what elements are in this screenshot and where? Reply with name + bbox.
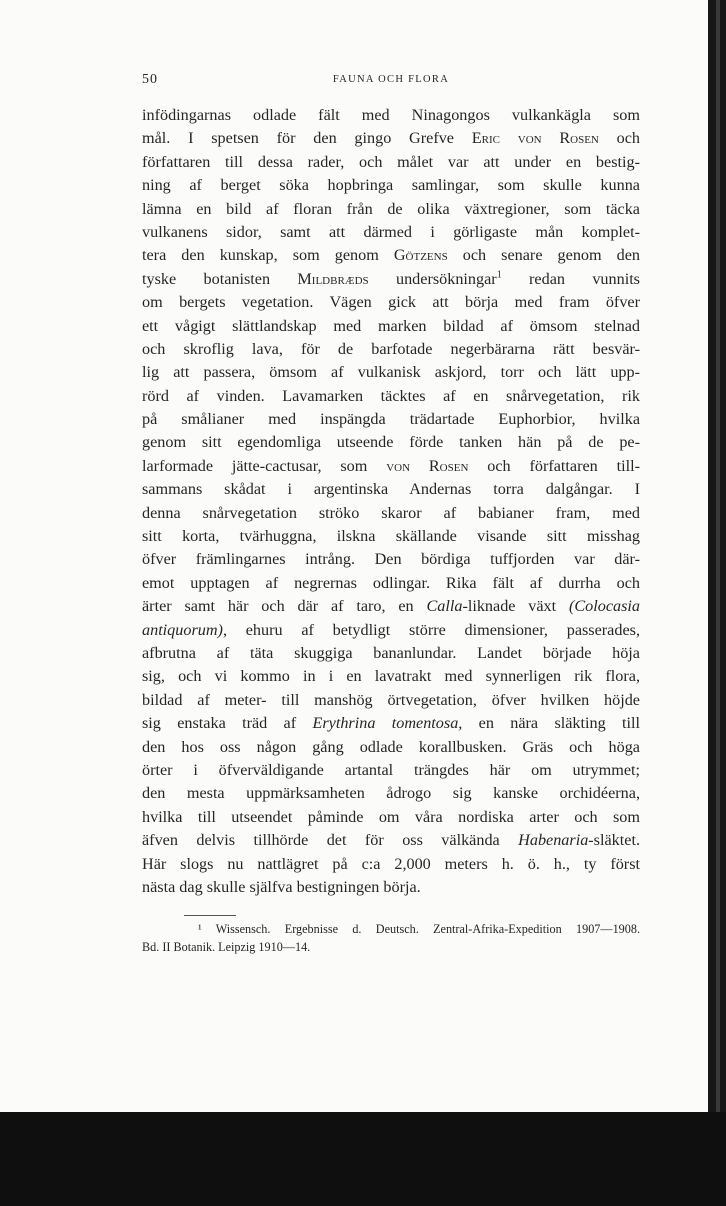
text-line: och skroflig lava, för de barfotade negerbärarna rätt besvär- bbox=[142, 339, 640, 358]
text-line: sitt korta, tvärhuggna, ilskna skällande visande sitt misshag bbox=[142, 527, 640, 546]
text-line: rörd af vinden. Lavamarken täcktes af en snårvegetation, rik bbox=[142, 386, 640, 405]
text-line: hvilka till utseendet påminde om våra nordiska arter och som bbox=[142, 807, 640, 826]
italic-term: Habenaria bbox=[518, 831, 589, 850]
footnote-marker: 1 bbox=[496, 269, 502, 281]
page-number: 50 bbox=[142, 72, 158, 87]
text-line: äfven delvis tillhörde det för oss välkända Habenaria-släktet. bbox=[142, 831, 640, 850]
text-line: öfver främlingarnes intrång. Den bördiga tuffjorden var där- bbox=[142, 550, 640, 569]
text-line: antiquorum), ehuru af betydligt större dimensioner, passerades, bbox=[142, 620, 640, 639]
text-line: tera den kunskap, som genom Götzens och senare genom den bbox=[142, 246, 641, 265]
text-line: genom sitt egendomliga utseende förde tanken hän på de pe- bbox=[142, 433, 640, 452]
text-line: författaren till dessa rader, och målet var att under en bestig- bbox=[142, 152, 640, 171]
text-line: nästa dag skulle själfva bestigningen börja. bbox=[142, 877, 421, 896]
text-line: sig, och vi kommo in i en lavatrakt med synnerligen rik flora, bbox=[142, 667, 640, 686]
text-line: på smålianer med inspängda trädartade Euphorbior, hvilka bbox=[142, 410, 640, 429]
text-line: sammans skådat i argentinska Andernas torra dalgångar. I bbox=[142, 480, 640, 499]
text-line: infödingarnas odlade fält med Ninagongos vulkankägla som bbox=[142, 106, 640, 124]
text-line: den hos oss någon gång odlade korallbusken. Gräs och höga bbox=[142, 737, 640, 756]
text-line: örter i öfverväldigande artantal trängdes här om utrymmet; bbox=[142, 760, 640, 779]
footnote-line: Bd. II Botanik. Leipzig 1910—14. bbox=[142, 940, 311, 954]
text-line: bildad af meter- till manshög örtvegetation, öfver hvilken höjde bbox=[142, 690, 640, 709]
small-caps-name: Götzens bbox=[393, 246, 448, 265]
body-paragraph bbox=[142, 104, 640, 899]
text-line: afbrutna af täta skuggiga bananlundar. Landet började höja bbox=[142, 643, 640, 662]
text-line: denna snårvegetation ströko skaror af babianer fram, med bbox=[142, 503, 640, 522]
small-caps-name: Mildbræds bbox=[297, 269, 369, 288]
text-line: lig att passera, ömsom af vulkanisk askjord, torr och lätt upp- bbox=[142, 363, 640, 382]
text-line: sig enstaka träd af Erythrina tomentosa, en nära släkting till bbox=[142, 714, 641, 733]
small-caps-name: von Rosen bbox=[386, 456, 469, 475]
running-title: FAUNA OCH FLORA bbox=[332, 74, 450, 85]
footnotes bbox=[142, 920, 640, 956]
italic-term: antiquorum) bbox=[142, 620, 223, 639]
small-caps-name: Eric von Rosen bbox=[471, 129, 599, 148]
text-line: Här slogs nu nattlägret på c:a 2,000 meters h. ö. h., ty först bbox=[142, 854, 640, 873]
text-line: mål. I spetsen för den gingo Grefve Eric von Rosen och bbox=[142, 129, 641, 148]
text-line: ett vågigt slättlandskap med marken bildad af ömsom stelnad bbox=[142, 316, 640, 335]
text-line: ärter samt här och där af taro, en Calla-liknade växt (Colocasia bbox=[142, 597, 641, 616]
text-line: ning af berget söka hopbringa samlingar, som skulle kunna bbox=[142, 176, 640, 195]
running-head bbox=[142, 72, 640, 90]
italic-term: Erythrina tomentosa, bbox=[312, 714, 463, 733]
text-line: om bergets vegetation. Vägen gick att börja med fram öfver bbox=[142, 293, 640, 312]
text-line: larformade jätte-cactusar, som von Rosen och författaren till- bbox=[142, 456, 640, 475]
text-line: vulkanens sidor, samt att därmed i görligaste mån komplet- bbox=[142, 222, 640, 241]
text-line: emot upptagen af negrernas odlingar. Rika fält af durrha och bbox=[142, 573, 640, 592]
footnote-line: ¹ Wissensch. Ergebnisse d. Deutsch. Zentral-Afrika-Expedition 1907—1908. bbox=[198, 922, 640, 936]
scan-edge-shadow bbox=[716, 0, 720, 1206]
italic-term: Calla bbox=[426, 597, 463, 616]
text-line: den mesta uppmärksamheten ådrogo sig kanske orchidéerna, bbox=[142, 784, 640, 803]
footnote-rule bbox=[184, 915, 236, 916]
italic-term: (Colocasia bbox=[568, 597, 641, 616]
scan-border-bottom bbox=[0, 1112, 726, 1206]
text-line: tyske botanisten Mildbræds undersökningar$^1$ redan vunnits bbox=[142, 269, 640, 288]
text-line: lämna en bild af floran från de olika växtregioner, som täcka bbox=[142, 199, 640, 218]
